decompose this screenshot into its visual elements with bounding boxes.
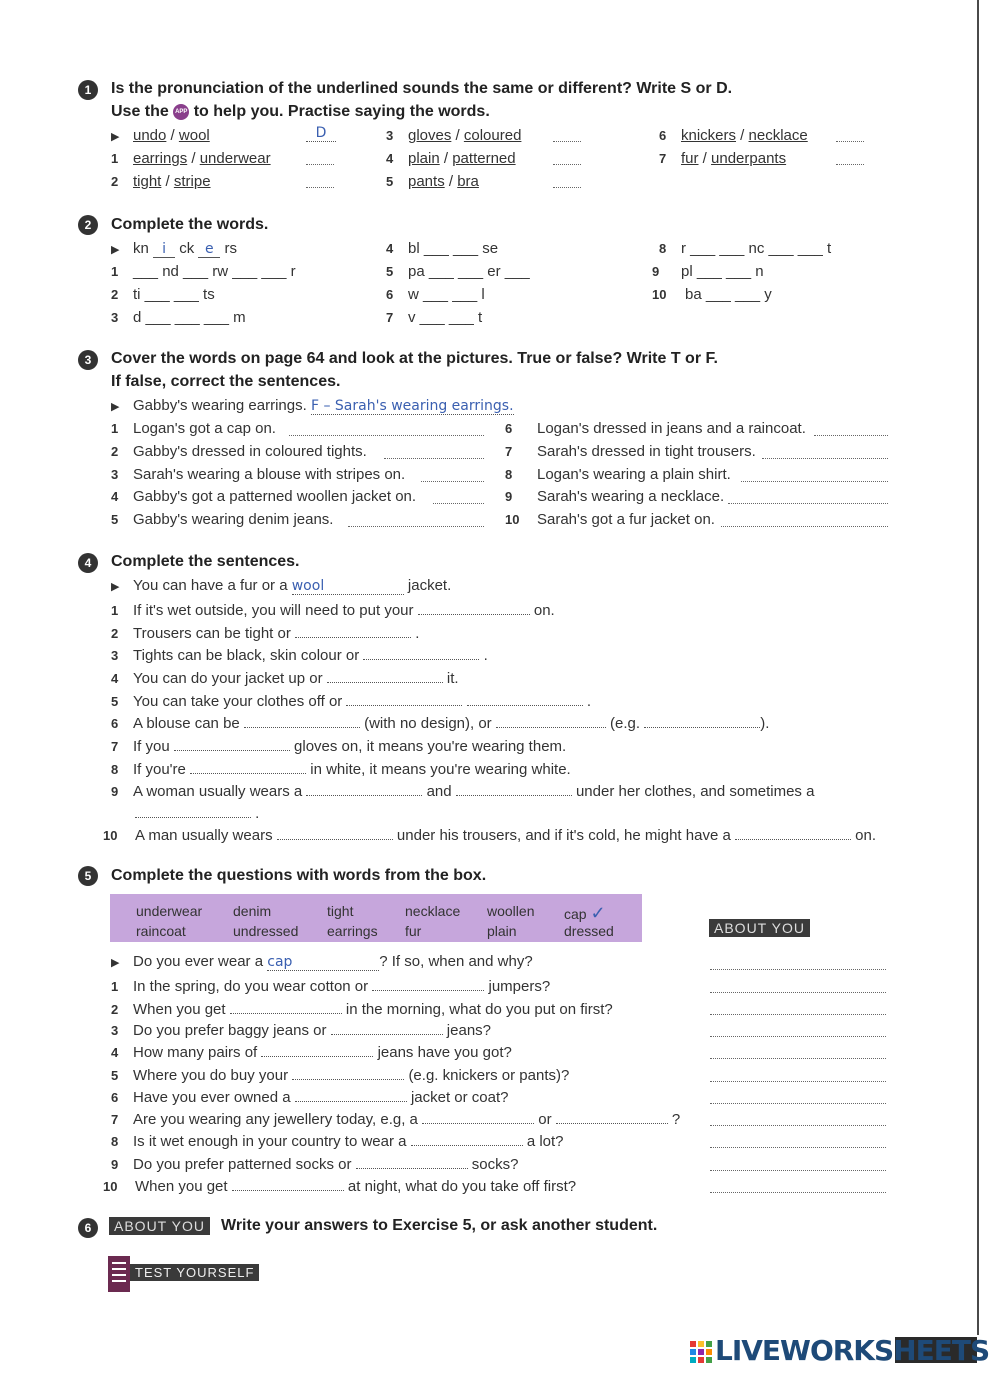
ex2-item-10[interactable]: 10 ba ___ ___ y bbox=[652, 286, 772, 303]
app-icon: APP bbox=[173, 104, 189, 120]
ex4-item-5: 5 You can take your clothes off or . bbox=[111, 693, 591, 710]
ex4-item-2: 2 Trousers can be tight or . bbox=[111, 625, 420, 642]
about-you-line[interactable] bbox=[710, 1169, 886, 1171]
ex5-blank-6[interactable] bbox=[295, 1087, 407, 1102]
about-you-line[interactable] bbox=[710, 1035, 886, 1037]
ex2-item-1[interactable]: 1 ___ nd ___ rw ___ ___ r bbox=[111, 263, 296, 280]
about-you-line[interactable] bbox=[710, 1146, 886, 1148]
exercise-6-number: 6 bbox=[78, 1218, 98, 1238]
ex3-answer-9[interactable] bbox=[728, 502, 888, 504]
ex5-blank-5[interactable] bbox=[292, 1065, 404, 1080]
about-you-line[interactable] bbox=[710, 1102, 886, 1104]
ex5-blank-1[interactable] bbox=[372, 976, 484, 991]
ex4-blank-10a[interactable] bbox=[277, 825, 393, 840]
ex4-blank-1[interactable] bbox=[418, 600, 530, 615]
ex1-example-answer[interactable]: D bbox=[306, 125, 336, 142]
ex3-item-10: 10 Sarah's got a fur jacket on. bbox=[505, 511, 715, 528]
exercise-1-title: Is the pronunciation of the underlined sounds the same or different? Write S or D. bbox=[111, 80, 733, 97]
ex5-blank-8[interactable] bbox=[411, 1131, 523, 1146]
ex2-item-6[interactable]: 6 w ___ ___ l bbox=[386, 286, 485, 303]
ex1-answer-2[interactable] bbox=[306, 186, 334, 188]
ex1-answer-5[interactable] bbox=[553, 186, 581, 188]
exercise-5-title: Complete the questions with words from the box. bbox=[111, 867, 487, 884]
word: dressed bbox=[564, 923, 614, 939]
ex5-item-1: 1 In the spring, do you wear cotton or jumpers? bbox=[111, 978, 551, 995]
logo-grid-icon bbox=[690, 1341, 712, 1363]
ex1-item-3: 3 gloves / coloured bbox=[386, 127, 522, 144]
ex2-item-4[interactable]: 4 bl ___ ___ se bbox=[386, 240, 499, 257]
word: plain bbox=[487, 923, 517, 939]
word: fur bbox=[405, 923, 422, 939]
ex3-item-9: 9 Sarah's wearing a necklace. bbox=[505, 488, 725, 505]
ex4-blank-7[interactable] bbox=[174, 736, 290, 751]
ex5-item-5: 5 Where you do buy your (e.g. knickers or pants)? bbox=[111, 1067, 570, 1084]
exercise-1-subtitle: Use the APP to help you. Practise saying the words. bbox=[111, 103, 490, 120]
ex2-item-9[interactable]: 9 pl ___ ___ n bbox=[652, 263, 764, 280]
ex4-example: ▶ You can have a fur or a wool jacket. bbox=[111, 577, 452, 594]
notebook-icon bbox=[108, 1256, 130, 1292]
exercise-3-title: Cover the words on page 64 and look at the pictures. True or false? Write T or F. bbox=[111, 350, 718, 367]
ex4-blank-5a[interactable] bbox=[346, 691, 462, 706]
ex1-answer-1[interactable] bbox=[306, 163, 334, 165]
ex2-item-3[interactable]: 3 d ___ ___ ___ m bbox=[111, 309, 246, 326]
word: tight bbox=[327, 903, 354, 919]
ex4-blank-10b[interactable] bbox=[735, 825, 851, 840]
ex3-answer-10[interactable] bbox=[721, 525, 888, 527]
ex5-blank-4[interactable] bbox=[261, 1042, 373, 1057]
ex1-answer-6[interactable] bbox=[836, 140, 864, 142]
ex2-item-7[interactable]: 7 v ___ ___ t bbox=[386, 309, 483, 326]
ex1-item-5: 5 pants / bra bbox=[386, 173, 479, 190]
ex4-item-9: 9 A woman usually wears a and under her clothes, and sometimes a bbox=[111, 783, 815, 800]
ex5-item-4: 4 How many pairs of jeans have you got? bbox=[111, 1044, 512, 1061]
about-you-line[interactable] bbox=[710, 1191, 886, 1193]
about-you-line[interactable] bbox=[710, 991, 886, 993]
ex1-item-1: 1 earrings / underwear bbox=[111, 150, 271, 167]
about-you-label: ABOUT YOU bbox=[709, 919, 810, 937]
exercise-2-title: Complete the words. bbox=[111, 216, 269, 233]
ex5-blank-10[interactable] bbox=[232, 1176, 344, 1191]
about-you-tag: ABOUT YOU bbox=[109, 1217, 210, 1235]
ex3-answer-4[interactable] bbox=[433, 502, 484, 504]
ex3-item-1: 1 Logan's got a cap on. bbox=[111, 420, 276, 437]
ex4-item-4: 4 You can do your jacket up or it. bbox=[111, 670, 459, 687]
ex4-item-8: 8 If you're in white, it means you're wearing white. bbox=[111, 761, 571, 778]
ex5-blank-9[interactable] bbox=[356, 1154, 468, 1169]
ex5-blank-7b[interactable] bbox=[556, 1109, 668, 1124]
exercise-1-number: 1 bbox=[78, 80, 98, 100]
exercise-6-title: Write your answers to Exercise 5, or ask another student. bbox=[221, 1217, 658, 1234]
page-edge-rule bbox=[977, 0, 979, 1335]
exercise-2-number: 2 bbox=[78, 215, 98, 235]
ex5-item-7: 7 Are you wearing any jewellery today, e.g, a or ? bbox=[111, 1111, 681, 1128]
ex3-item-7: 7 Sarah's dressed in tight trousers. bbox=[505, 443, 756, 460]
ex3-item-6: 6 Logan's dressed in jeans and a raincoat. bbox=[505, 420, 806, 437]
ex4-blank-6a[interactable] bbox=[244, 713, 360, 728]
ex2-item-5[interactable]: 5 pa ___ ___ er ___ bbox=[386, 263, 530, 280]
word: denim bbox=[233, 903, 272, 919]
ex5-item-2: 2 When you get in the morning, what do you put on first? bbox=[111, 1001, 613, 1018]
ex3-answer-8[interactable] bbox=[741, 480, 888, 482]
ex1-answer-4[interactable] bbox=[553, 163, 581, 165]
exercise-3-subtitle: If false, correct the sentences. bbox=[111, 373, 341, 390]
ex4-blank-8[interactable] bbox=[190, 759, 306, 774]
word: underwear bbox=[136, 903, 203, 919]
ex1-answer-3[interactable] bbox=[553, 140, 581, 142]
ex4-blank-3[interactable] bbox=[363, 645, 479, 660]
ex3-example: ▶ Gabby's wearing earrings. F – Sarah's wearing earrings. bbox=[111, 397, 514, 414]
about-you-line[interactable] bbox=[710, 968, 886, 970]
about-you-line[interactable] bbox=[710, 1013, 886, 1015]
ex3-item-2: 2 Gabby's dressed in coloured tights. bbox=[111, 443, 367, 460]
ex4-blank-6c[interactable] bbox=[644, 713, 760, 728]
ex3-answer-2[interactable] bbox=[384, 457, 484, 459]
about-you-line[interactable] bbox=[710, 1124, 886, 1126]
ex5-blank-2[interactable] bbox=[230, 999, 342, 1014]
test-yourself-button[interactable]: TEST YOURSELF bbox=[130, 1264, 259, 1281]
ex4-blank-6b[interactable] bbox=[496, 713, 606, 728]
ex4-blank-4[interactable] bbox=[327, 668, 443, 683]
word: woollen bbox=[487, 903, 535, 919]
ex5-item-9: 9 Do you prefer patterned socks or socks? bbox=[111, 1156, 519, 1173]
ex4-item-6: 6 A blouse can be (with no design), or (e.g. ). bbox=[111, 715, 770, 732]
ex1-example: ▶ undo / wool bbox=[111, 127, 210, 144]
ex4-blank-9c[interactable] bbox=[135, 803, 251, 818]
ex2-item-2[interactable]: 2 ti ___ ___ ts bbox=[111, 286, 215, 303]
ex3-answer-6[interactable] bbox=[814, 434, 888, 436]
ex3-answer-5[interactable] bbox=[348, 525, 484, 527]
exercise-3-number: 3 bbox=[78, 350, 98, 370]
word: earrings bbox=[327, 923, 378, 939]
word: undressed bbox=[233, 923, 299, 939]
ex3-item-3: 3 Sarah's wearing a blouse with stripes on. bbox=[111, 466, 406, 483]
ex3-answer-7[interactable] bbox=[762, 457, 888, 459]
ex4-item-9-cont: . bbox=[135, 803, 259, 822]
ex5-item-8: 8 Is it wet enough in your country to wear a a lot? bbox=[111, 1133, 564, 1150]
ex1-item-2: 2 tight / stripe bbox=[111, 173, 211, 190]
word: raincoat bbox=[136, 923, 186, 939]
exercise-4-title: Complete the sentences. bbox=[111, 553, 300, 570]
ex1-answer-7[interactable] bbox=[836, 163, 864, 165]
word-box bbox=[110, 894, 642, 942]
ex3-item-4: 4 Gabby's got a patterned woollen jacket on. bbox=[111, 488, 417, 505]
exercise-5-number: 5 bbox=[78, 866, 98, 886]
exercise-4-number: 4 bbox=[78, 553, 98, 573]
ex3-item-8: 8 Logan's wearing a plain shirt. bbox=[505, 466, 731, 483]
ex4-item-1: 1 If it's wet outside, you will need to put your on. bbox=[111, 602, 555, 619]
ex4-item-7: 7 If you gloves on, it means you're wearing them. bbox=[111, 738, 567, 755]
ex2-item-8[interactable]: 8 r ___ ___ nc ___ ___ t bbox=[659, 240, 832, 257]
about-you-line[interactable] bbox=[710, 1080, 886, 1082]
ex4-blank-5b[interactable] bbox=[467, 691, 583, 706]
ex5-item-10: 10 When you get at night, what do you take off first? bbox=[103, 1178, 577, 1195]
liveworksheets-logo: LIVEWORKSHEETS bbox=[690, 1334, 989, 1367]
ex5-blank-7a[interactable] bbox=[422, 1109, 534, 1124]
ex3-answer-3[interactable] bbox=[421, 480, 484, 482]
ex5-item-6: 6 Have you ever owned a jacket or coat? bbox=[111, 1089, 509, 1106]
ex1-item-7: 7 fur / underpants bbox=[659, 150, 787, 167]
ex5-item-3: 3 Do you prefer baggy jeans or jeans? bbox=[111, 1022, 491, 1039]
ex4-item-10: 10 A man usually wears under his trousers, and if it's cold, he might have a on. bbox=[103, 827, 876, 844]
about-you-line[interactable] bbox=[710, 1057, 886, 1059]
tick-icon: ✓ bbox=[590, 903, 606, 923]
word: necklace bbox=[405, 903, 461, 919]
ex5-example: ▶ Do you ever wear a cap ? If so, when and why? bbox=[111, 953, 533, 970]
ex3-answer-1[interactable] bbox=[289, 434, 484, 436]
ex1-item-4: 4 plain / patterned bbox=[386, 150, 516, 167]
ex3-item-5: 5 Gabby's wearing denim jeans. bbox=[111, 511, 334, 528]
ex1-item-6: 6 knickers / necklace bbox=[659, 127, 808, 144]
ex4-blank-9a[interactable] bbox=[306, 781, 422, 796]
ex2-example: ▶ kn i ck e rs bbox=[111, 240, 238, 257]
ex4-blank-2[interactable] bbox=[295, 623, 411, 638]
ex5-blank-3[interactable] bbox=[331, 1020, 443, 1035]
word: cap ✓ bbox=[564, 903, 606, 923]
ex4-item-3: 3 Tights can be black, skin colour or . bbox=[111, 647, 488, 664]
ex4-blank-9b[interactable] bbox=[456, 781, 572, 796]
